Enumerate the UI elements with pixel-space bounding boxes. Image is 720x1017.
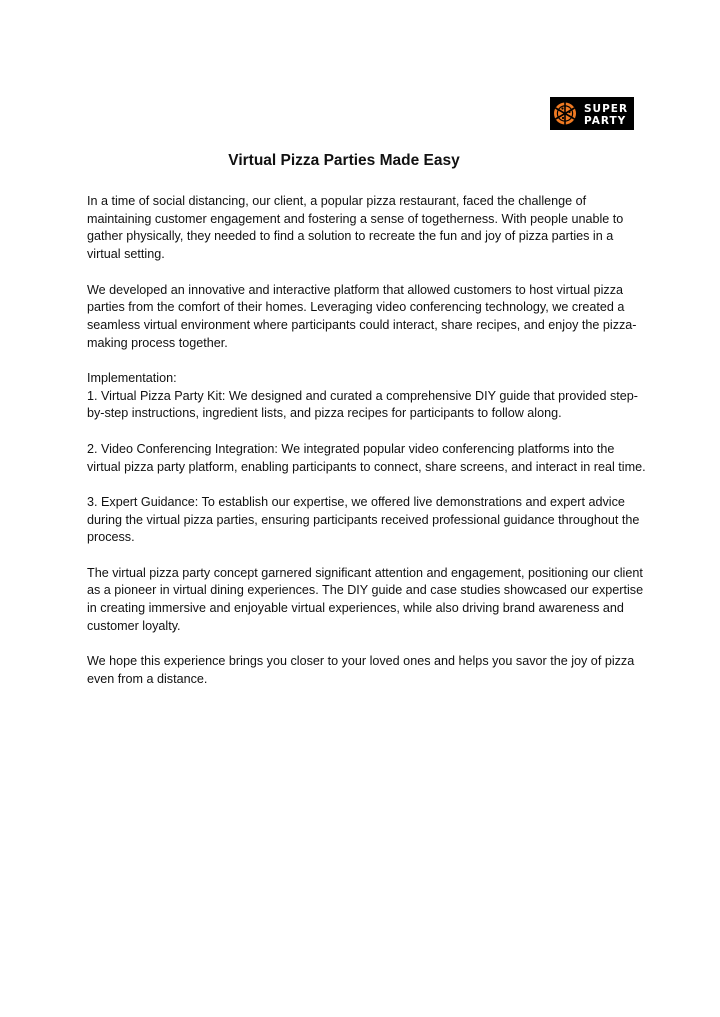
implementation-item-2: 2. Video Conferencing Integration: We integrated popular video conferencing platforms into the virtual pizza party platform, enabling participants to connect, share screens, and interact in real time. <box>87 441 646 474</box>
results-paragraph: The virtual pizza party concept garnered significant attention and engagement, positioning our client as a pioneer in virtual dining experiences. The DIY guide and case studies showcased our expertise in creating immersive and enjoyable virtual experiences, while also driving brand awareness and customer loyalty. <box>87 565 644 633</box>
implementation-heading: Implementation: <box>87 371 177 385</box>
document-body <box>87 193 647 706</box>
pizza-slice-logo-icon <box>550 97 634 130</box>
solution-paragraph: We developed an innovative and interactive platform that allowed customers to host virtual pizza parties from the comfort of their homes. Leveraging video conferencing technology, we created a seamless virtual environment where participants could interact, share recipes, and enjoy the pizza-making process together. <box>87 282 637 350</box>
implementation-item-3: 3. Expert Guidance: To establish our expertise, we offered live demonstrations and expert advice during the virtual pizza parties, ensuring participants received professional guidance throughout the process. <box>87 494 640 545</box>
logo-line1-text: SUPER <box>584 103 629 115</box>
closing-paragraph: We hope this experience brings you closer to your loved ones and helps you savor the joy of pizza even from a distance. <box>87 654 635 686</box>
intro-paragraph: In a time of social distancing, our client, a popular pizza restaurant, faced the challenge of maintaining customer engagement and fostering a sense of togetherness. With people unable to gather physically, they needed to find a solution to recreate the fun and joy of pizza parties in a virtual setting. <box>87 194 624 262</box>
page-title: Virtual Pizza Parties Made Easy <box>228 152 460 169</box>
super-party-logo <box>550 97 634 130</box>
implementation-item-1: 1. Virtual Pizza Party Kit: We designed and curated a comprehensive DIY guide that provided step-by-step instructions, ingredient lists, and pizza recipes for participants to follow along. <box>87 388 638 421</box>
logo-line2-text: PARTY <box>584 115 627 127</box>
